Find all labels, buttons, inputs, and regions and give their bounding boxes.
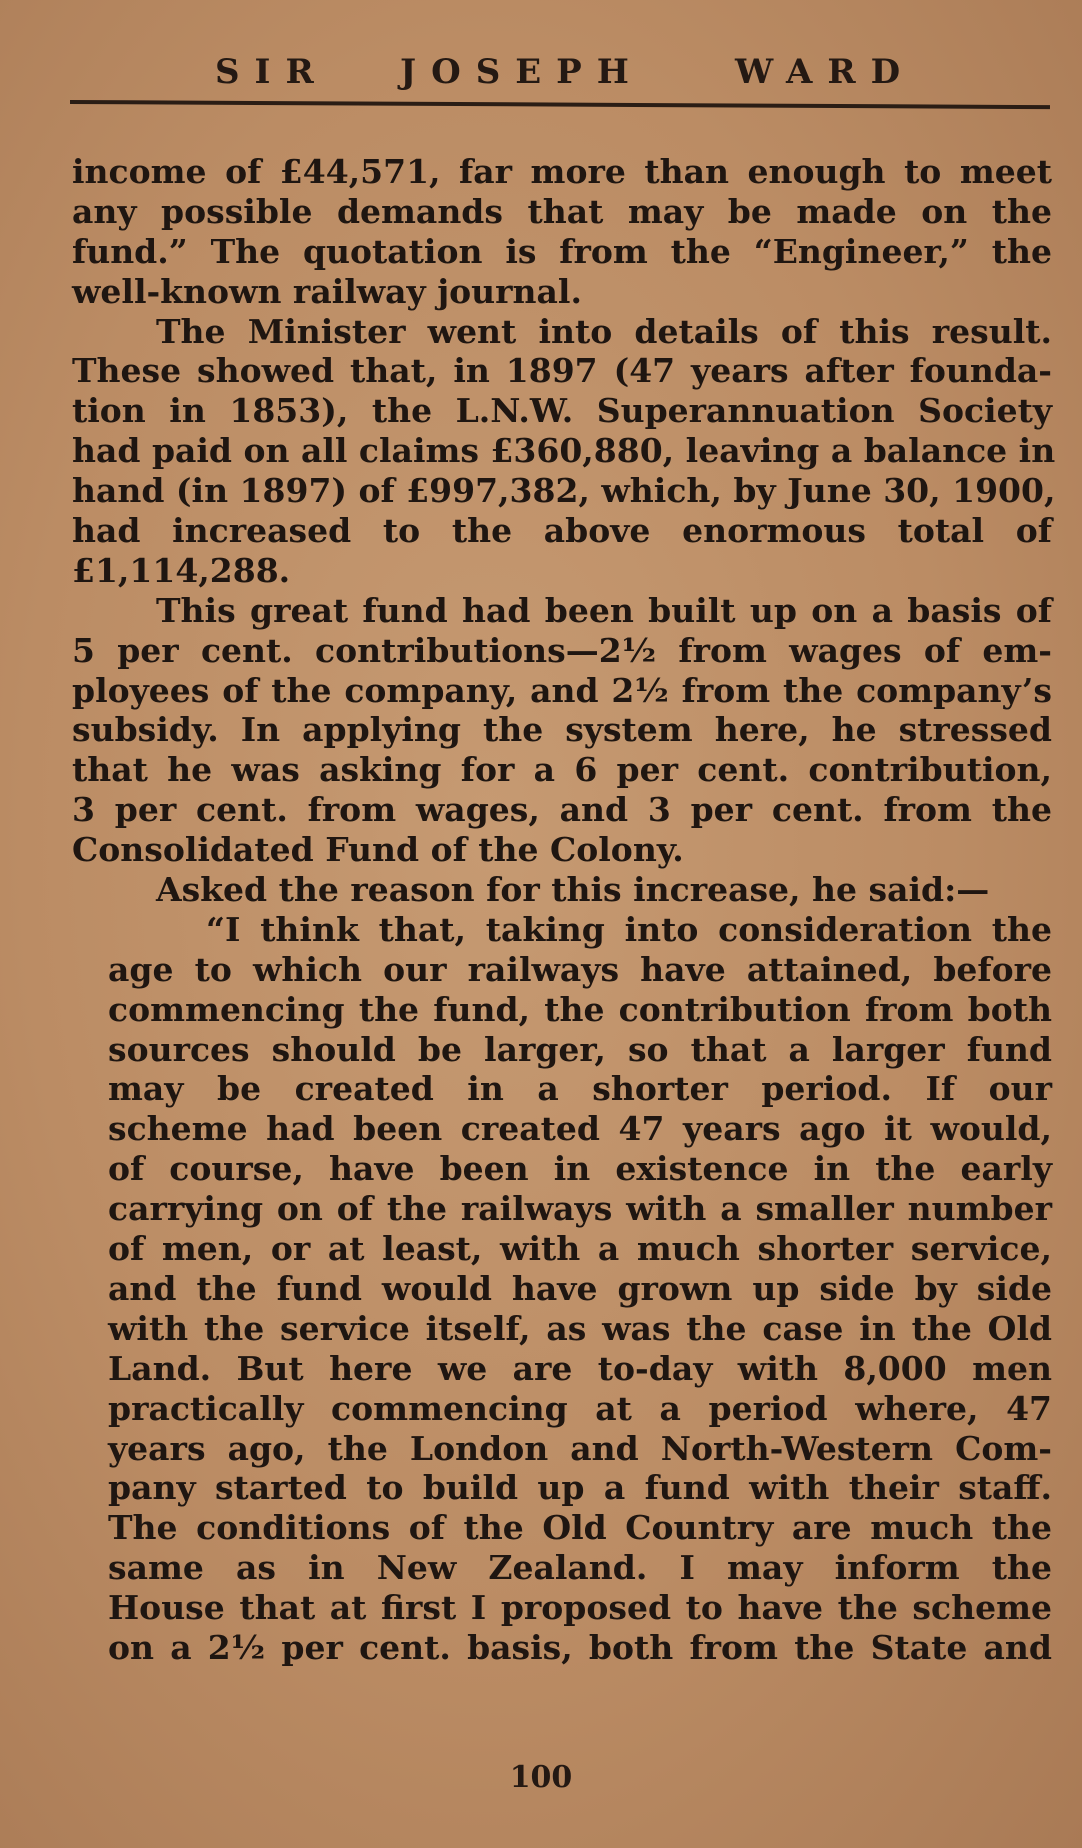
text-line: Asked the reason for this increase, he said:—: [156, 870, 990, 910]
quote-line: years ago, the London and North-Western Com-: [108, 1428, 1052, 1468]
text-line: tion in 1853), the L.N.W. Superannuation Society: [72, 391, 1052, 431]
quote-line: commencing the fund, the contribution from both: [108, 989, 1052, 1029]
text-line: income of £44,571, far more than enough to meet: [72, 152, 1052, 191]
text-line: that he was asking for a 6 per cent. contribution,: [72, 750, 1052, 790]
quote-line: of course, have been in existence in the early: [108, 1149, 1052, 1189]
body-text: [72, 152, 1056, 1668]
quote-line: and the fund would have grown up side by side: [108, 1268, 1052, 1308]
quote-line: scheme had been created 47 years ago it would,: [108, 1109, 1052, 1149]
quote-line: same as in New Zealand. I may inform the: [108, 1548, 1052, 1588]
quote-line: age to which our railways have attained, before: [108, 949, 1052, 989]
text-line: This great fund had been built up on a basis of: [156, 590, 1052, 630]
quote-line: practically commencing at a period where, 47: [108, 1388, 1052, 1428]
quote-line: House that at first I proposed to have the scheme: [108, 1588, 1052, 1628]
text-line: 5 per cent. contributions—2½ from wages of em-: [72, 630, 1052, 670]
text-line: fund.” The quotation is from the “Engineer,” the: [72, 231, 1052, 271]
running-head-word: JOSEPH: [400, 52, 644, 92]
quote-line: pany started to build up a fund with their staff.: [108, 1468, 1052, 1508]
text-line: hand (in 1897) of £997,382, which, by June 30, 1900,: [72, 471, 1056, 511]
running-head: [70, 52, 1050, 104]
text-line: £1,114,288.: [72, 550, 291, 590]
text-line: ployees of the company, and 2½ from the company’s: [72, 670, 1052, 710]
quote-line: on a 2½ per cent. basis, both from the State and: [108, 1627, 1052, 1667]
quote-line: sources should be larger, so that a larger fund: [108, 1029, 1052, 1069]
text-line: had increased to the above enormous total of: [72, 511, 1052, 551]
quote-line: The conditions of the Old Country are much the: [108, 1508, 1052, 1548]
quote-line: of men, or at least, with a much shorter service,: [108, 1229, 1052, 1269]
text-line: any possible demands that may be made on the: [72, 191, 1052, 231]
page-number: 100: [509, 1760, 573, 1795]
text-line: 3 per cent. from wages, and 3 per cent. from the: [72, 790, 1052, 830]
quote-line: “I think that, taking into consideration the: [206, 909, 1052, 949]
text-line: subsidy. In applying the system here, he stressed: [72, 710, 1052, 750]
text-line: well-known railway journal.: [72, 271, 582, 311]
text-line: The Minister went into details of this result.: [156, 311, 1052, 351]
quote-line: carrying on of the railways with a smaller number: [108, 1189, 1052, 1229]
text-line: These showed that, in 1897 (47 years after founda-: [72, 351, 1052, 391]
text-line: Consolidated Fund of the Colony.: [72, 830, 684, 870]
text-line: had paid on all claims £360,880, leaving a balance in: [72, 431, 1056, 471]
quote-line: with the service itself, as was the case in the Old: [108, 1308, 1052, 1348]
quote-line: Land. But here we are to-day with 8,000 men: [108, 1348, 1052, 1388]
quote-line: may be created in a shorter period. If our: [108, 1069, 1052, 1109]
running-head-word: WARD: [735, 52, 916, 92]
running-head-word: SIR: [215, 52, 329, 92]
